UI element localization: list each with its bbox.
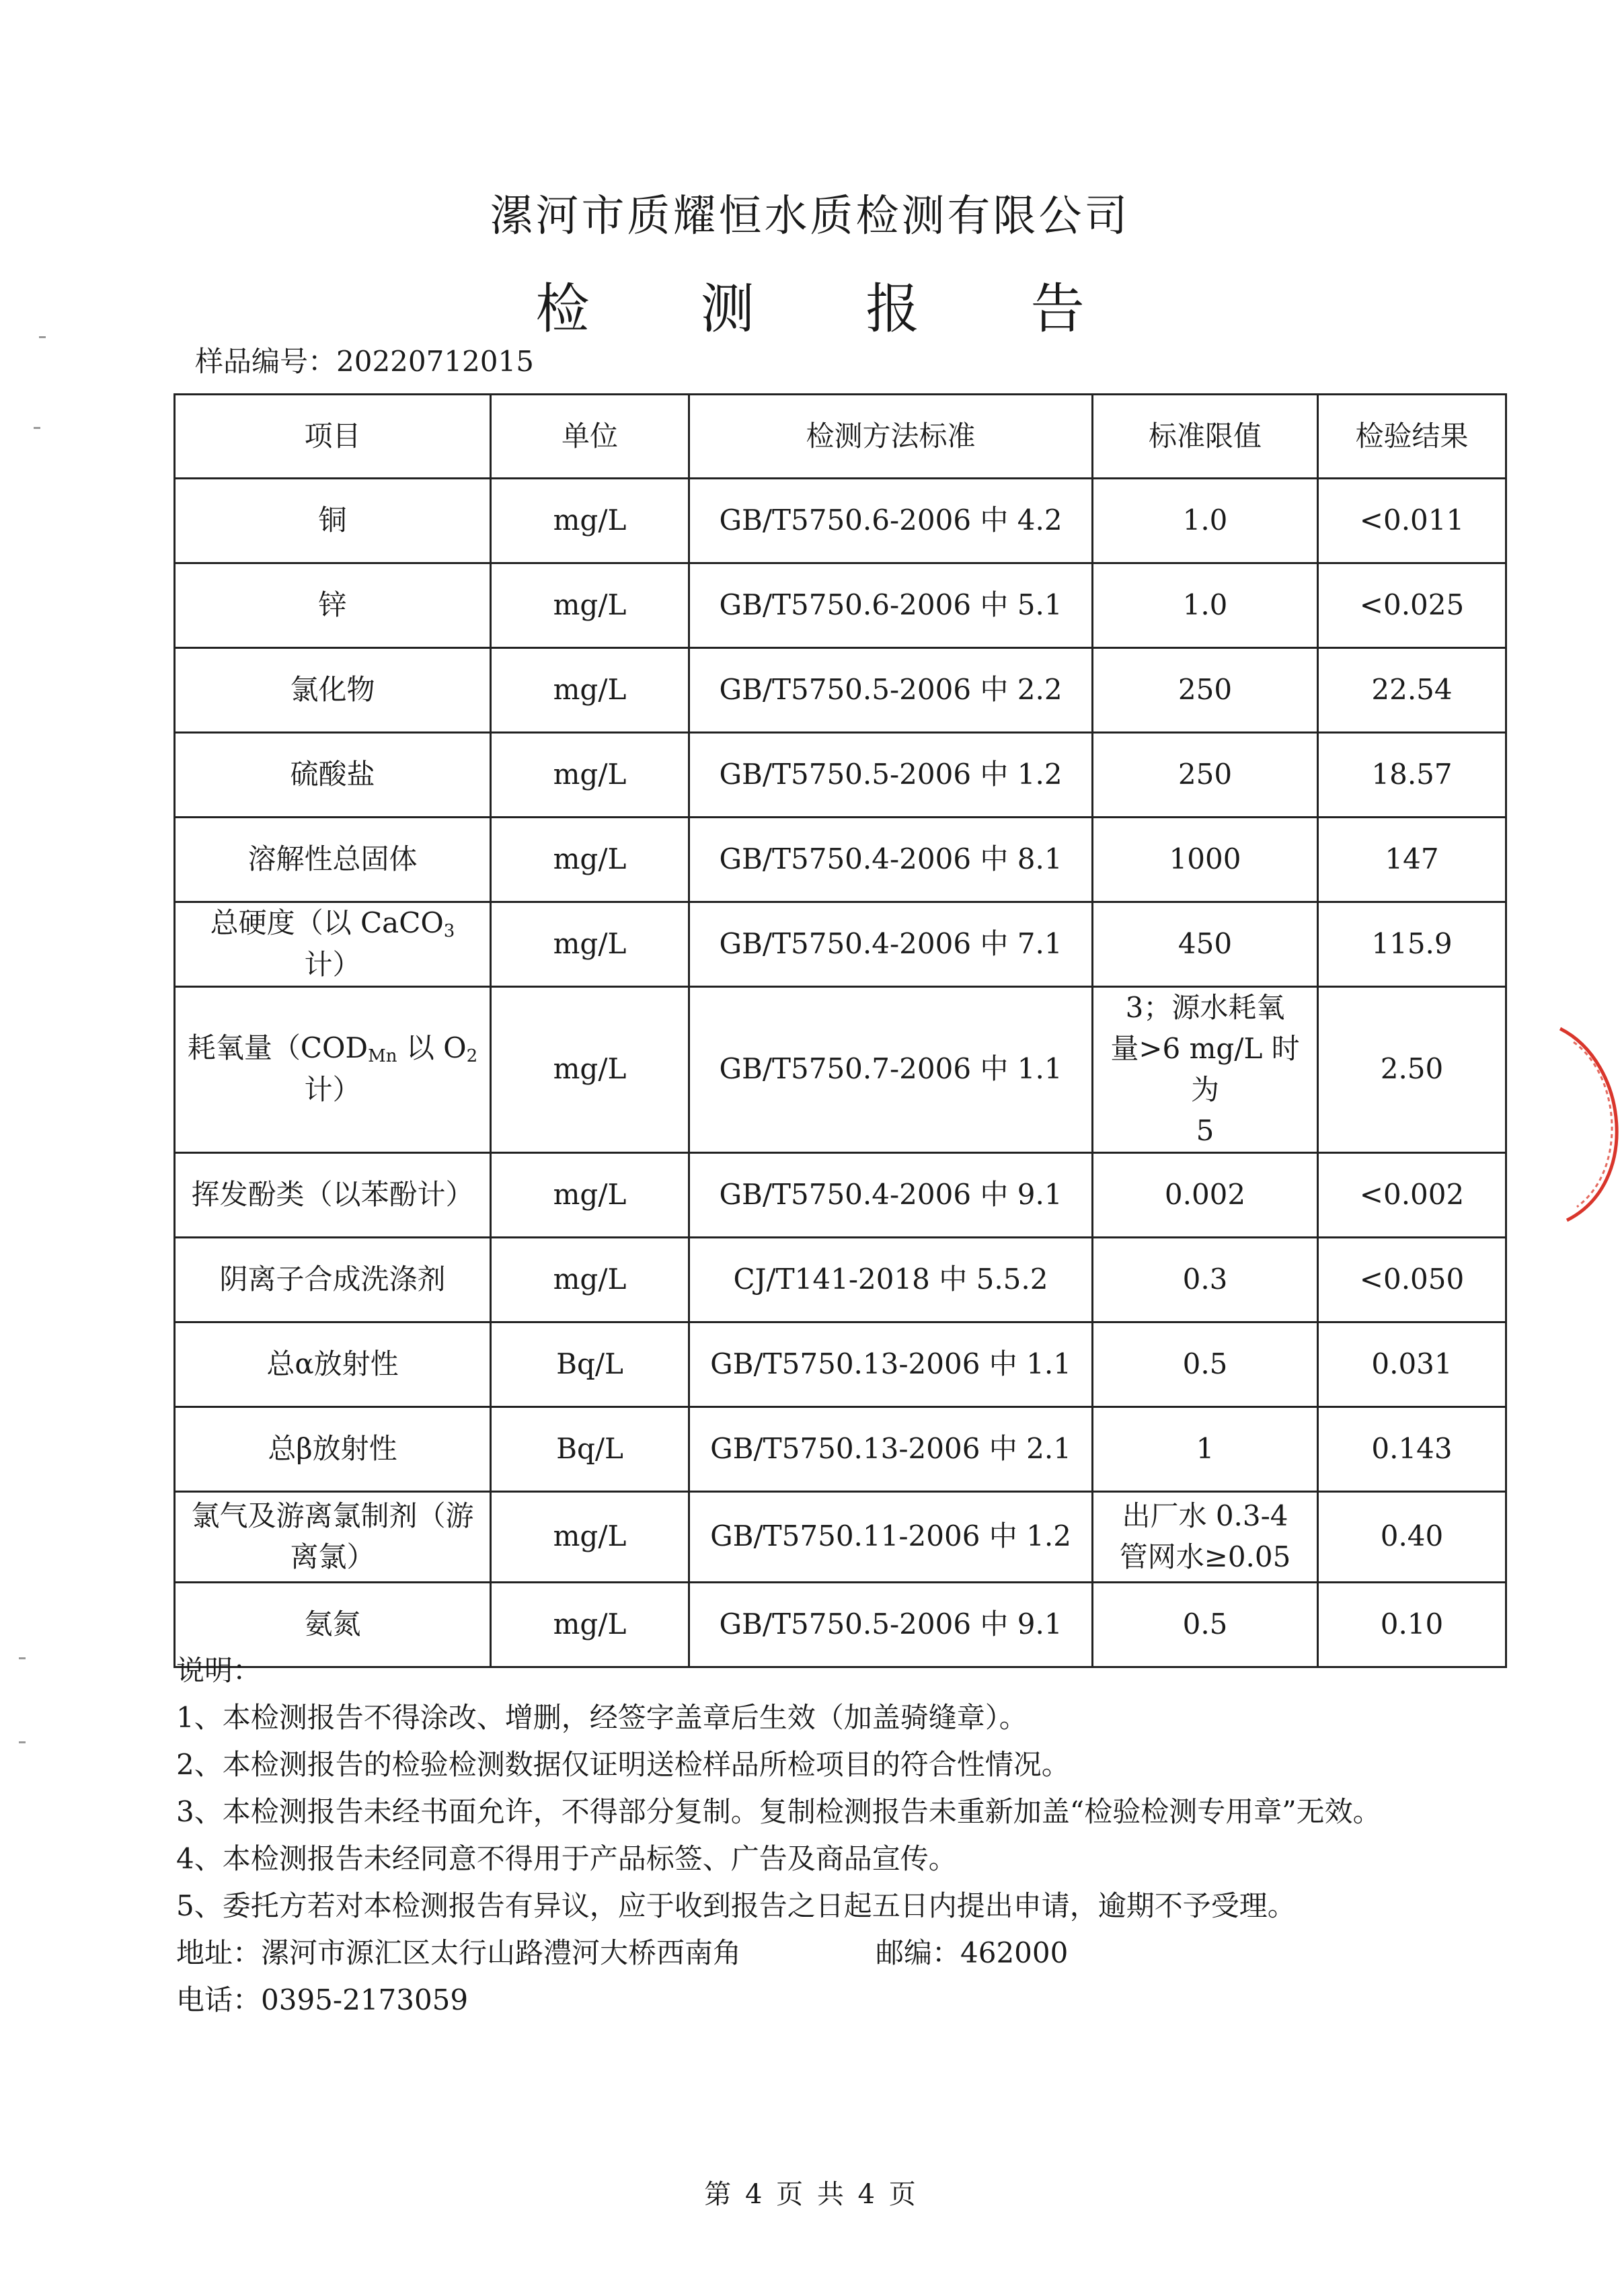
item-text: 以 O (397, 1031, 467, 1065)
limit-line: 出厂水 0.3-4 (1122, 1499, 1288, 1532)
cell-method: GB/T5750.5-2006 中 2.2 (689, 648, 1093, 733)
limit-line: 1 (1196, 1431, 1214, 1465)
scan-mark (34, 427, 40, 429)
phone: 电话：0395-2173059 (176, 1983, 469, 2016)
seam-seal-fragment (1547, 1022, 1620, 1224)
column-header-limit: 标准限值 (1093, 395, 1318, 479)
note-item: 4、本检测报告未经同意不得用于产品标签、广告及商品宣传。 (176, 1842, 957, 1875)
cell-item (175, 733, 491, 818)
cell-method: GB/T5750.4-2006 中 9.1 (689, 1152, 1093, 1237)
cell-method: CJ/T141-2018 中 5.5.2 (689, 1237, 1093, 1322)
cell-method: GB/T5750.13-2006 中 1.1 (689, 1322, 1093, 1407)
cell-result: 0.10 (1318, 1582, 1506, 1667)
postcode: 邮编：462000 (876, 1936, 1069, 1969)
limit-line: 3；源水耗氧 (1125, 991, 1285, 1024)
column-header-unit: 单位 (491, 395, 689, 479)
item-text: 挥发酚类（以苯酚计） (191, 1177, 474, 1211)
cell-unit: mg/L (491, 563, 689, 648)
notes-section (176, 1647, 1381, 2024)
cell-unit: mg/L (491, 1152, 689, 1237)
cell-item (175, 1322, 491, 1407)
item-text: 耗氧量（COD (187, 1031, 369, 1065)
item-text: 阴离子合成洗涤剂 (219, 1262, 446, 1296)
cell-item (175, 1237, 491, 1322)
item-text: 总β放射性 (268, 1431, 397, 1465)
cell-result: 0.031 (1318, 1322, 1506, 1407)
note-item: 1、本检测报告不得涂改、增删，经签字盖章后生效（加盖骑缝章）。 (176, 1701, 1028, 1734)
table-row (175, 818, 1506, 902)
cell-limit (1093, 1237, 1318, 1322)
cell-method: GB/T5750.6-2006 中 5.1 (689, 563, 1093, 648)
cell-result: <0.050 (1318, 1237, 1506, 1322)
scan-mark (19, 1657, 26, 1659)
limit-line: 1.0 (1182, 504, 1228, 537)
cell-result: 147 (1318, 818, 1506, 902)
cell-limit (1093, 1407, 1318, 1491)
cell-item (175, 1152, 491, 1237)
table-body (175, 479, 1506, 1667)
cell-unit: mg/L (491, 733, 689, 818)
sample-number: 样品编号：20220712015 (195, 345, 534, 378)
column-header-method: 检测方法标准 (689, 395, 1093, 479)
cell-item (175, 987, 491, 1153)
column-header-item: 项目 (175, 395, 491, 479)
cell-unit: mg/L (491, 648, 689, 733)
column-header-result: 检验结果 (1318, 395, 1506, 479)
cell-method: GB/T5750.7-2006 中 1.1 (689, 987, 1093, 1153)
cell-limit (1093, 563, 1318, 648)
cell-item (175, 563, 491, 648)
item-text: 氨氮 (304, 1607, 361, 1640)
limit-line: 1.0 (1182, 588, 1228, 622)
cell-limit (1093, 479, 1318, 563)
cell-method: GB/T5750.5-2006 中 1.2 (689, 733, 1093, 818)
item-text: 总硬度（以 CaCO (210, 906, 444, 940)
test-results-table (173, 393, 1507, 1668)
item-text: 氯化物 (290, 673, 375, 707)
item-text: 氯气及游离氯制剂（游离氯） (191, 1499, 474, 1573)
item-text: 计） (304, 1073, 361, 1107)
cell-limit (1093, 1491, 1318, 1582)
cell-item (175, 648, 491, 733)
cell-unit: mg/L (491, 902, 689, 987)
cell-method: GB/T5750.5-2006 中 9.1 (689, 1582, 1093, 1667)
table-row (175, 1237, 1506, 1322)
cell-item (175, 1491, 491, 1582)
item-text: 总α放射性 (266, 1347, 399, 1380)
table-row (175, 733, 1506, 818)
contact-address-row (176, 1930, 1381, 1977)
table-row (175, 1322, 1506, 1407)
table-row (175, 479, 1506, 563)
table-row (175, 648, 1506, 733)
cell-item (175, 902, 491, 987)
subscript: Mn (368, 1046, 397, 1067)
cell-limit (1093, 733, 1318, 818)
cell-method: GB/T5750.4-2006 中 8.1 (689, 818, 1093, 902)
cell-limit (1093, 818, 1318, 902)
cell-method: GB/T5750.13-2006 中 2.1 (689, 1407, 1093, 1491)
cell-result: <0.002 (1318, 1152, 1506, 1237)
item-text: 溶解性总固体 (247, 842, 418, 876)
cell-limit (1093, 902, 1318, 987)
cell-unit: Bq/L (491, 1407, 689, 1491)
cell-result: 22.54 (1318, 648, 1506, 733)
limit-line: 1000 (1169, 842, 1241, 876)
item-text: 硫酸盐 (290, 758, 375, 791)
item-text: 锌 (318, 588, 347, 622)
cell-result: 2.50 (1318, 987, 1506, 1153)
cell-limit (1093, 1152, 1318, 1237)
cell-result: 0.40 (1318, 1491, 1506, 1582)
limit-line: 5 (1196, 1113, 1214, 1147)
item-text: 计） (304, 947, 361, 981)
cell-item (175, 479, 491, 563)
limit-line: 450 (1178, 927, 1233, 961)
cell-unit: mg/L (491, 1582, 689, 1667)
limit-line: 0.3 (1182, 1262, 1228, 1296)
cell-result: 0.143 (1318, 1407, 1506, 1491)
cell-limit (1093, 987, 1318, 1153)
cell-item (175, 1407, 491, 1491)
cell-item (175, 818, 491, 902)
table-row (175, 902, 1506, 987)
limit-line: 250 (1178, 758, 1233, 791)
cell-result: 18.57 (1318, 733, 1506, 818)
limit-line: 0.002 (1164, 1177, 1246, 1211)
cell-unit: Bq/L (491, 1322, 689, 1407)
scan-mark (39, 336, 46, 338)
note-item: 3、本检测报告未经书面允许，不得部分复制。复制检测报告未重新加盖“检验检测专用章”无效。 (176, 1795, 1381, 1828)
cell-unit: mg/L (491, 987, 689, 1153)
table-row (175, 987, 1506, 1153)
subscript: 2 (466, 1046, 478, 1067)
address: 地址：漯河市源汇区太行山路澧河大桥西南角 (176, 1936, 742, 1969)
cell-result: <0.011 (1318, 479, 1506, 563)
cell-result: <0.025 (1318, 563, 1506, 648)
cell-unit: mg/L (491, 479, 689, 563)
cell-limit (1093, 1322, 1318, 1407)
limit-line: 0.5 (1182, 1347, 1228, 1380)
cell-unit: mg/L (491, 818, 689, 902)
table-row (175, 563, 1506, 648)
limit-line: 0.5 (1182, 1607, 1228, 1640)
limit-line: 250 (1178, 673, 1233, 707)
cell-unit: mg/L (491, 1237, 689, 1322)
item-text: 铜 (318, 504, 347, 537)
note-item: 2、本检测报告的检验检测数据仅证明送检样品所检项目的符合性情况。 (176, 1748, 1070, 1781)
page-number: 第 4 页 共 4 页 (704, 2179, 916, 2210)
cell-method: GB/T5750.4-2006 中 7.1 (689, 902, 1093, 987)
table-header-row (175, 395, 1506, 479)
cell-result: 115.9 (1318, 902, 1506, 987)
cell-method: GB/T5750.11-2006 中 1.2 (689, 1491, 1093, 1582)
cell-method: GB/T5750.6-2006 中 4.2 (689, 479, 1093, 563)
note-item: 5、委托方若对本检测报告有异议，应于收到报告之日起五日内提出申请，逾期不予受理。 (176, 1889, 1296, 1922)
scan-mark (19, 1741, 26, 1743)
table-row (175, 1152, 1506, 1237)
table-row (175, 1407, 1506, 1491)
limit-line: 量>6 mg/L 时为 (1110, 1031, 1300, 1106)
notes-heading: 说明： (176, 1654, 262, 1687)
cell-unit: mg/L (491, 1491, 689, 1582)
cell-limit (1093, 648, 1318, 733)
report-title: 检 测 报 告 (535, 278, 1132, 340)
table-row (175, 1491, 1506, 1582)
limit-line: 管网水≥0.05 (1119, 1540, 1291, 1573)
subscript: 3 (443, 921, 455, 942)
company-name: 漯河市质耀恒水质检测有限公司 (490, 192, 1130, 241)
